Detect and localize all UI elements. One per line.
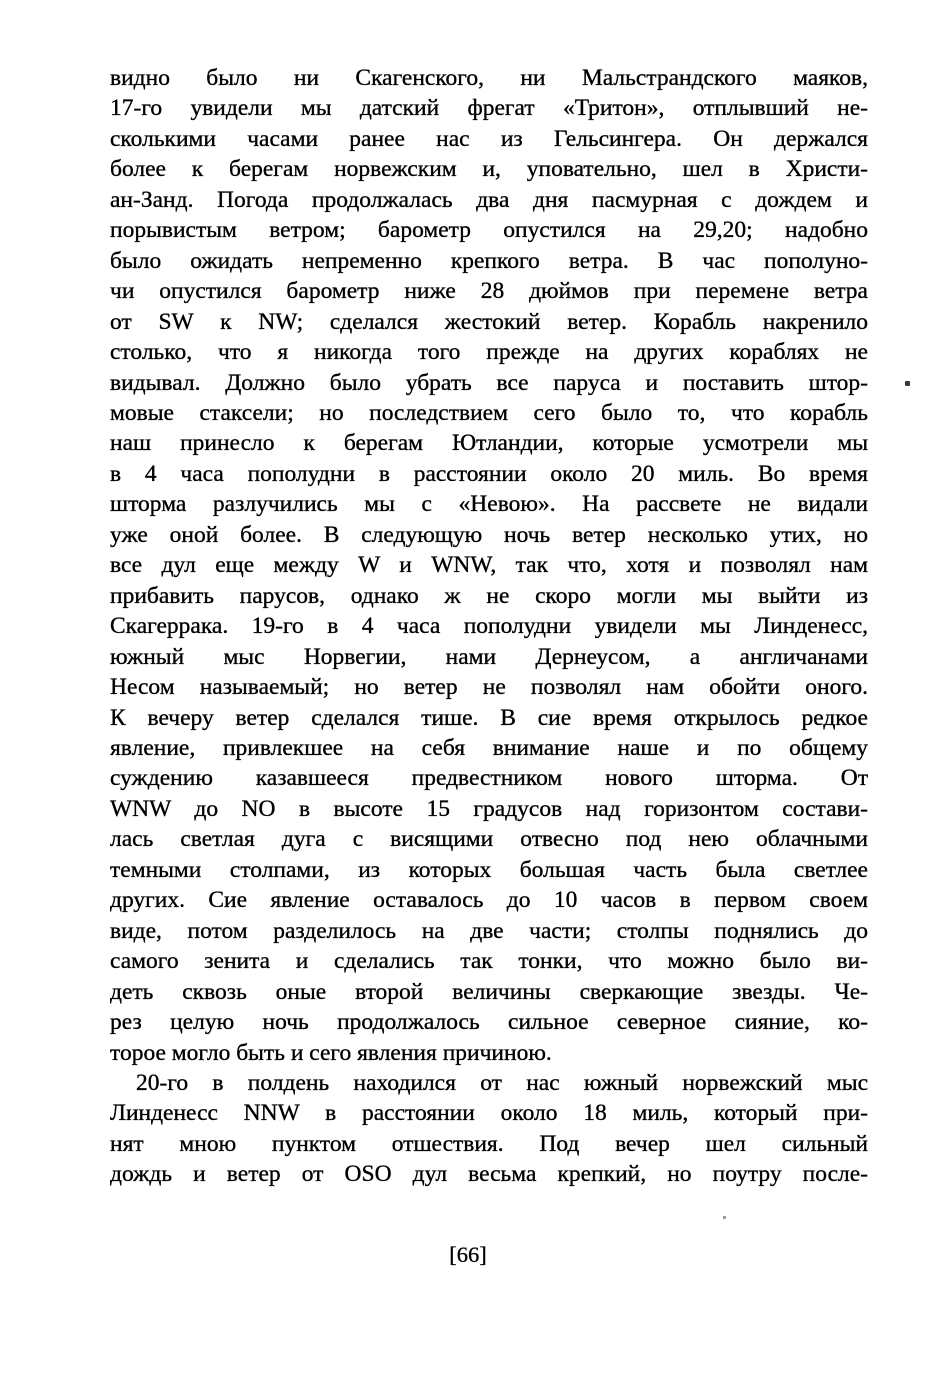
text-line: рез целую ночь продолжалось сильное северное сияние, ко- bbox=[110, 1009, 868, 1036]
text-line: других. Сие явление оставалось до 10 часов в первом своем bbox=[110, 887, 868, 914]
scan-artifact-speck bbox=[905, 381, 910, 386]
text-line: К вечеру ветер сделался тише. В сие время открылось редкое bbox=[110, 704, 868, 731]
text-line: явление, привлекшее на себя внимание наше и по общему bbox=[110, 734, 868, 761]
text-line: Несом называемый; но ветер не позволял нам обойти оного. bbox=[110, 674, 868, 701]
text-line: WNW до NO в высоте 15 градусов над горизонтом состави- bbox=[110, 795, 868, 822]
text-line: уже оной более. В следующую ночь ветер несколько утих, но bbox=[110, 521, 868, 548]
text-line: мовые стаксели; но последствием сего было то, что корабль bbox=[110, 399, 868, 426]
text-line: Линденесс NNW в расстоянии около 18 миль, который при- bbox=[110, 1100, 868, 1127]
text-line: все дул еще между W и WNW, так что, хотя и позволял нам bbox=[110, 552, 868, 579]
body-text bbox=[110, 63, 868, 1190]
text-line: деть сквозь оные второй величины сверкающие звезды. Че- bbox=[110, 978, 868, 1005]
text-line: прибавить парусов, однако ж не скоро могли мы выйти из bbox=[110, 582, 868, 609]
text-line: виде, потом разделилось на две части; столпы поднялись до bbox=[110, 917, 868, 944]
text-line: более к берегам норвежским и, уповательно, шел в Христи- bbox=[110, 156, 868, 183]
scan-artifact-speck bbox=[723, 1216, 726, 1219]
text-line: самого зенита и сделались так тонки, что можно было ви- bbox=[110, 948, 868, 975]
text-line: было ожидать непременно крепкого ветра. В час пополуно- bbox=[110, 247, 868, 274]
text-line: шторма разлучились мы с «Невою». На рассвете не видали bbox=[110, 491, 868, 518]
text-line: порывистым ветром; барометр опустился на 29,20; надобно bbox=[110, 217, 868, 244]
text-line: в 4 часа пополудни в расстоянии около 20 миль. Во время bbox=[110, 460, 868, 487]
text-line: 20-го в полдень находился от нас южный норвежский мыс bbox=[136, 1069, 868, 1096]
text-line: от SW к NW; сделался жестокий ветер. Корабль накренило bbox=[110, 308, 868, 335]
text-line: наш принесло к берегам Ютландии, которые усмотрели мы bbox=[110, 430, 868, 457]
text-line: видывал. Должно было убрать все паруса и поставить штор- bbox=[110, 369, 868, 396]
text-line: южный мыс Норвегии, нами Дернеусом, а англичанами bbox=[110, 643, 868, 670]
text-line: дождь и ветер от OSO дул весьма крепкий, но поутру после- bbox=[110, 1161, 868, 1188]
text-line: чи опустился барометр ниже 28 дюймов при перемене ветра bbox=[110, 278, 868, 305]
text-line: видно было ни Скагенского, ни Мальстрандского маяков, bbox=[110, 65, 868, 91]
text-line: суждению казавшееся предвестником нового шторма. От bbox=[110, 765, 868, 792]
text-line: темными столпами, из которых большая часть была светлее bbox=[110, 856, 868, 883]
text-line: 17-го увидели мы датский фрегат «Тритон», отплывший не- bbox=[110, 95, 868, 122]
text-line: ан-Занд. Погода продолжалась два дня пасмурная с дождем и bbox=[110, 186, 868, 213]
text-line: нят мною пунктом отшествия. Под вечер шел сильный bbox=[110, 1130, 868, 1157]
page-number: [66] bbox=[449, 1242, 487, 1267]
text-line: сколькими часами ранее нас из Гельсингера. Он держался bbox=[110, 125, 868, 152]
text-line: столько, что я никогда того прежде на других кораблях не bbox=[110, 339, 868, 366]
text-line: лась светлая дуга с висящими отвесно под нею облачными bbox=[110, 826, 868, 853]
text-line: торое могло быть и сего явления причиною. bbox=[110, 1039, 552, 1066]
text-line: Скагеррака. 19-го в 4 часа пополудни увидели мы Линденесс, bbox=[110, 613, 868, 640]
